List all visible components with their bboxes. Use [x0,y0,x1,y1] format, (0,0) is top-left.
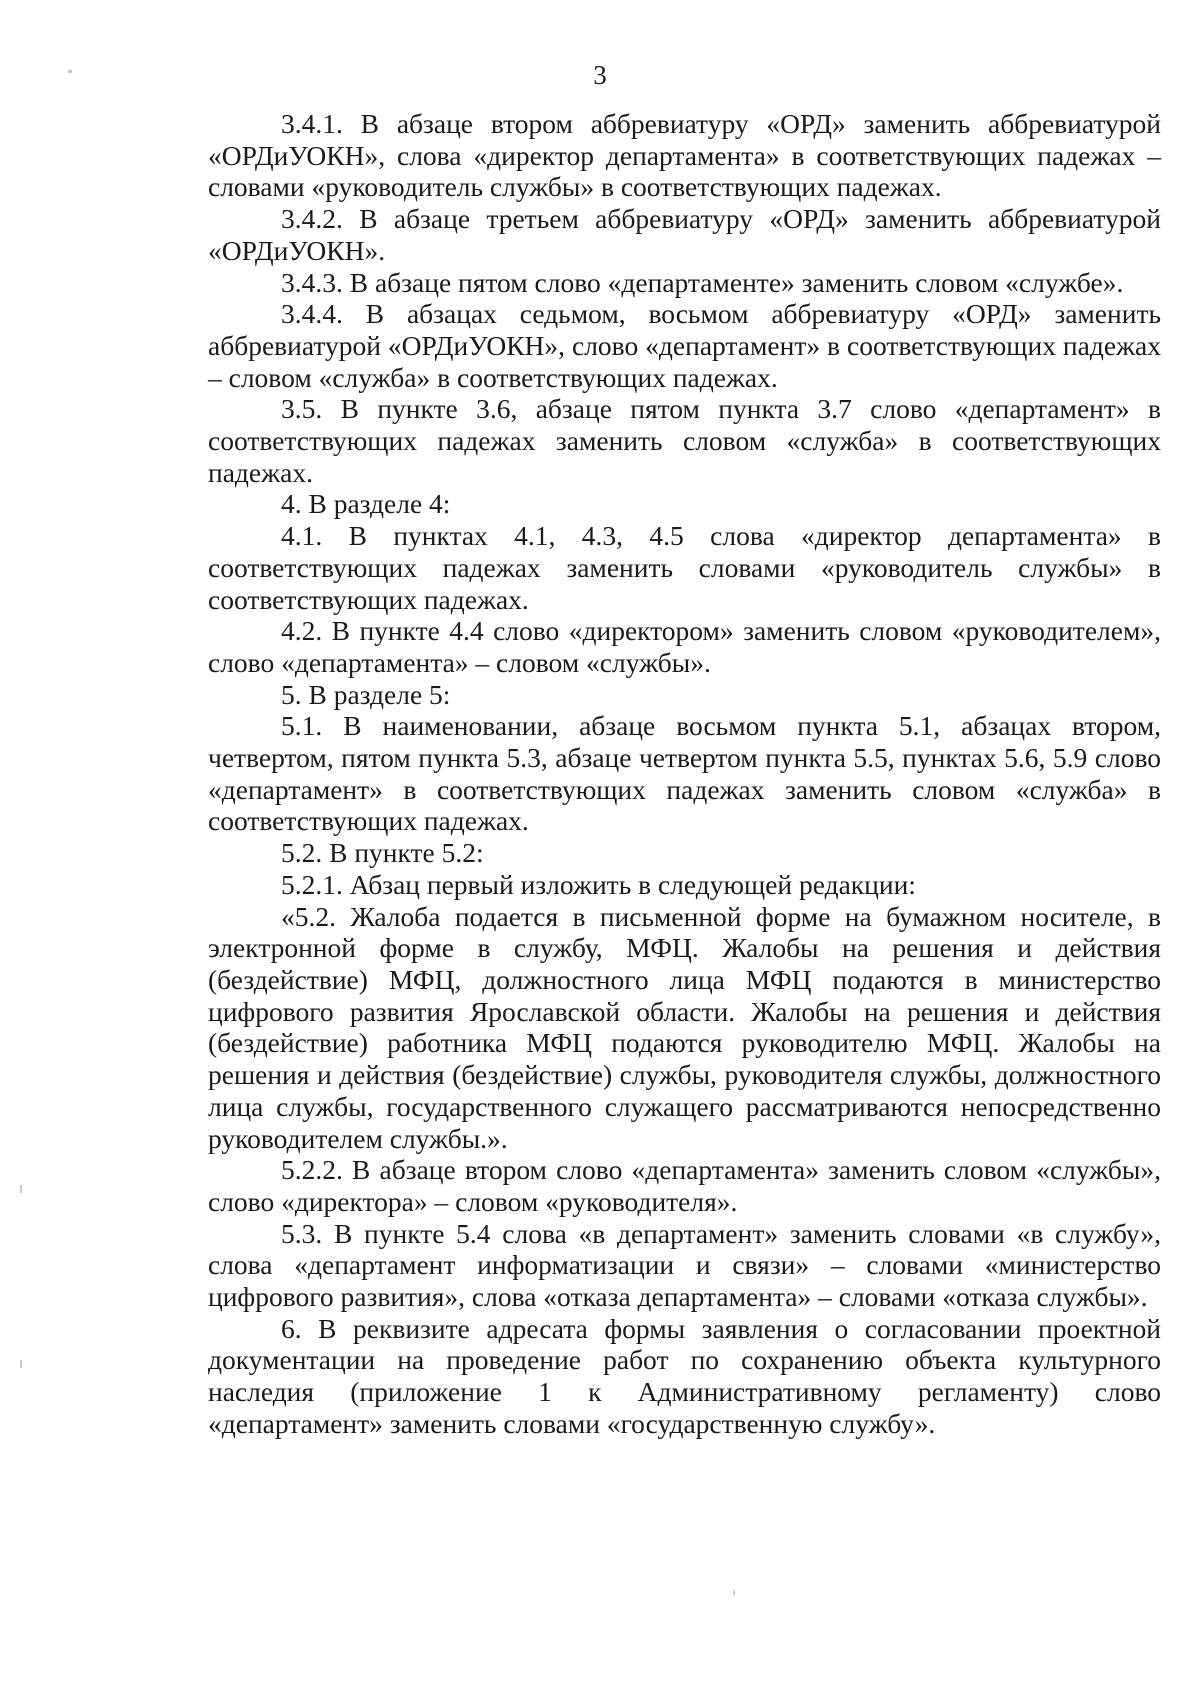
paragraph-3-4-3: 3.4.3. В абзаце пятом слово «департаменте» заменить словом «службе». [281,266,1124,298]
paragraph-5: 5. В разделе 5: [281,678,451,710]
scan-speck [68,70,72,73]
scan-speck [20,1185,22,1193]
paragraph-3-5: 3.5. В пункте 3.6, абзаце пятом пункта 3.7 слово «департамент» в соответствующих падежах заменить словом «служба» в соответствующих падежах. [208,393,1161,488]
scan-speck [733,1590,735,1595]
paragraph-4-1: 4.1. В пунктах 4.1, 4.3, 4.5 слова «директор департамента» в соответствующих падежах заменить словами «руководитель службы» в соответствующих падежах. [208,520,1161,615]
paragraph-3-4-2: 3.4.2. В абзаце третьем аббревиатуру «ОРД» заменить аббревиатурой «ОРДиУОКН». [208,203,1161,266]
document-body [208,108,1161,1440]
paragraph-4-2: 4.2. В пункте 4.4 слово «директором» заменить словом «руководителем», слово «департамента» – словом «службы». [208,615,1161,678]
paragraph-5-2-2: 5.2.2. В абзаце втором слово «департамента» заменить словом «службы», слово «директора» – словом «руководителя». [208,1154,1161,1217]
page-number: 3 [593,60,607,90]
paragraph-5-2: 5.2. В пункте 5.2: [281,837,484,869]
paragraph-5-3: 5.3. В пункте 5.4 слова «в департамент» заменить словами «в службу», слова «департамент информатизации и связи» – словами «министерство цифрового развития», слова «отказа департамента» – словами «отказа службы». [208,1217,1161,1313]
paragraph-quote-5-2: «5.2. Жалоба подается в письменной форме на бумажном носителе, в электронной форме в службу, МФЦ. Жалобы на решения и действия (бездействие) МФЦ, должностного лица МФЦ подаются в министерство цифрового развития Ярославской области. Жалобы на решения и действия (бездействие) работника МФЦ подаются руководителю МФЦ. Жалобы на решения и действия (бездействие) службы, руководителя службы, должностного лица службы, государственного служащего рассматриваются непосредственно руководителем службы.». [208,900,1161,1154]
paragraph-5-1: 5.1. В наименовании, абзаце восьмом пункта 5.1, абзацах втором, четвертом, пятом пункта 5.3, абзаце четвертом пункта 5.5, пунктах 5.6, 5.9 слово «департамент» в соответствующих падежах заменить словом «служба» в соответствующих падежах. [208,710,1161,837]
paragraph-3-4-1: 3.4.1. В абзаце втором аббревиатуру «ОРД» заменить аббревиатурой «ОРДиУОКН», слова «директор департамента» в соответствующих падежах – словами «руководитель службы» в соответствующих падежах. [208,108,1161,203]
paragraph-5-2-1: 5.2.1. Абзац первый изложить в следующей редакции: [281,868,916,900]
scan-speck [20,1360,22,1368]
paragraph-3-4-4: 3.4.4. В абзацах седьмом, восьмом аббревиатуру «ОРД» заменить аббревиатурой «ОРДиУОКН», слово «департамент» в соответствующих падежах – словом «служба» в соответствующих падежах. [208,298,1161,393]
paragraph-6: 6. В реквизите адресата формы заявления о согласовании проектной документации на проведение работ по сохранению объекта культурного наследия (приложение 1 к Административному регламенту) слово «департамент» заменить словами «государственную службу». [208,1312,1161,1439]
paragraph-4: 4. В разделе 4: [281,488,451,520]
